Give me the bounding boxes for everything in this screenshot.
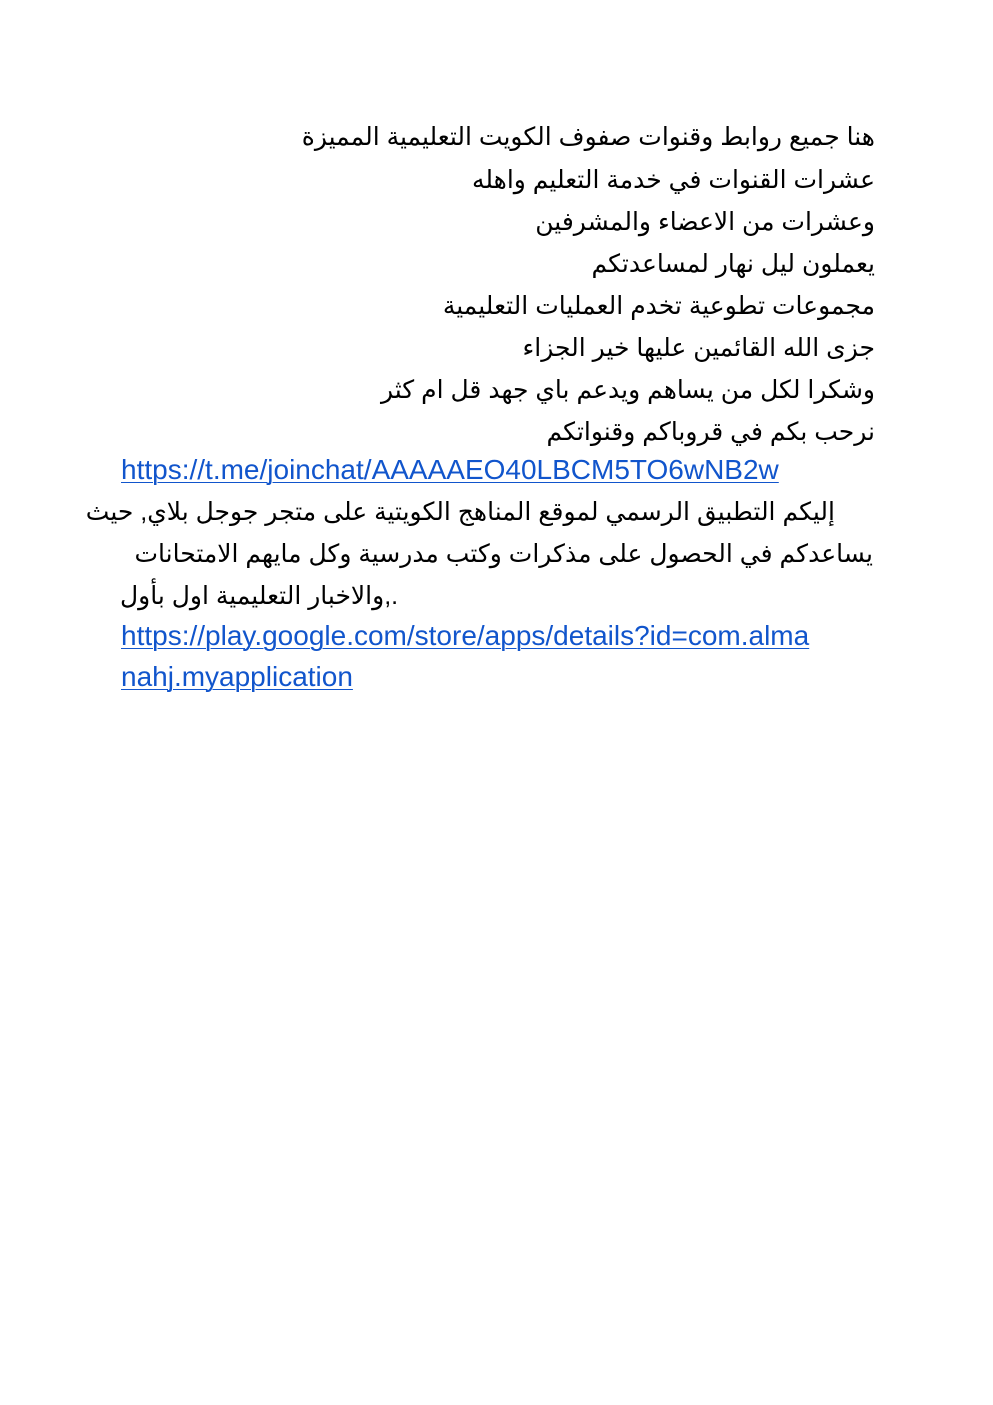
intro-line-6: جزى الله القائمين عليها خير الجزاء bbox=[522, 334, 875, 362]
intro-line-3: وعشرات من الاعضاء والمشرفين bbox=[535, 208, 875, 236]
intro-line-8: نرحب بكم في قروباكم وقنواتكم bbox=[546, 418, 875, 446]
app-paragraph-line-2: يساعدكم في الحصول على مذكرات وكتب مدرسية وكل مايهم الامتحانات bbox=[134, 540, 873, 568]
intro-line-4: يعملون ليل نهار لمساعدتكم bbox=[591, 250, 875, 278]
intro-line-5: مجموعات تطوعية تخدم العمليات التعليمية bbox=[442, 292, 875, 320]
intro-line-1: هنا جميع روابط وقنوات صفوف الكويت التعليمية المميزة bbox=[301, 123, 875, 151]
play-store-link-line-1[interactable]: https://play.google.com/store/apps/details?id=com.alma bbox=[121, 620, 810, 651]
telegram-join-link[interactable]: https://t.me/joinchat/AAAAAEO40LBCM5TO6wNB2w bbox=[121, 454, 779, 485]
intro-line-2: عشرات القنوات في خدمة التعليم واهله bbox=[471, 166, 875, 194]
app-paragraph-line-1: إليكم التطبيق الرسمي لموقع المناهج الكويتية على متجر جوجل بلاي, حيث bbox=[85, 498, 835, 526]
intro-line-7: وشكرا لكل من يساهم ويدعم باي جهد قل ام كثر bbox=[380, 376, 875, 404]
play-store-link-line-2[interactable]: nahj.myapplication bbox=[121, 661, 353, 692]
app-paragraph-line-3: والاخبار التعليمية اول بأول,. bbox=[120, 582, 399, 610]
